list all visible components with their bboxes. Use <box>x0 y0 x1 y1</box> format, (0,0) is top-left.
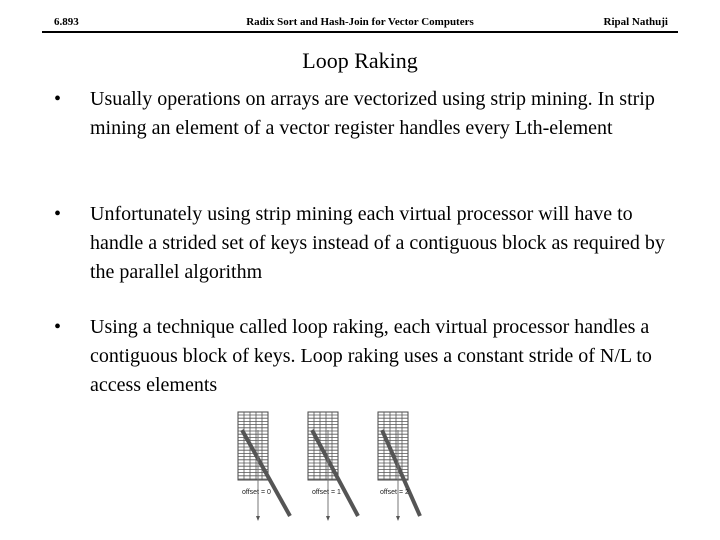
bullet-marker: • <box>54 316 62 338</box>
slide-title: Loop Raking <box>302 48 418 73</box>
author-name: Ripal Nathuji <box>603 16 668 28</box>
bullet-text: Usually operations on arrays are vectorized using strip mining. In strip mining an element of a vector register handles every Lth-element <box>90 88 655 139</box>
offset-label: offset = 0 <box>242 489 271 496</box>
loop-raking-diagram <box>230 408 430 528</box>
offset-label: offset = 1 <box>312 489 341 496</box>
vector-column-3 <box>378 412 420 521</box>
header-divider <box>42 31 678 33</box>
slide-header <box>42 14 678 32</box>
vector-column-2 <box>308 412 358 521</box>
bullet-marker: • <box>54 203 62 225</box>
offset-label: offset = 2 <box>380 489 409 496</box>
course-number: 6.893 <box>54 16 79 28</box>
bullet-marker: • <box>54 88 62 110</box>
presentation-title: Radix Sort and Hash-Join for Vector Computers <box>246 16 474 28</box>
bullet-text: Unfortunately using strip mining each virtual processor will have to handle a strided set of keys instead of a contiguous block as required by the parallel algorithm <box>90 203 665 283</box>
bullet-text: Using a technique called loop raking, each virtual processor handles a contiguous block of keys. Loop raking uses a constant stride of N/L to access elements <box>90 316 652 396</box>
vector-column-1 <box>238 412 290 521</box>
